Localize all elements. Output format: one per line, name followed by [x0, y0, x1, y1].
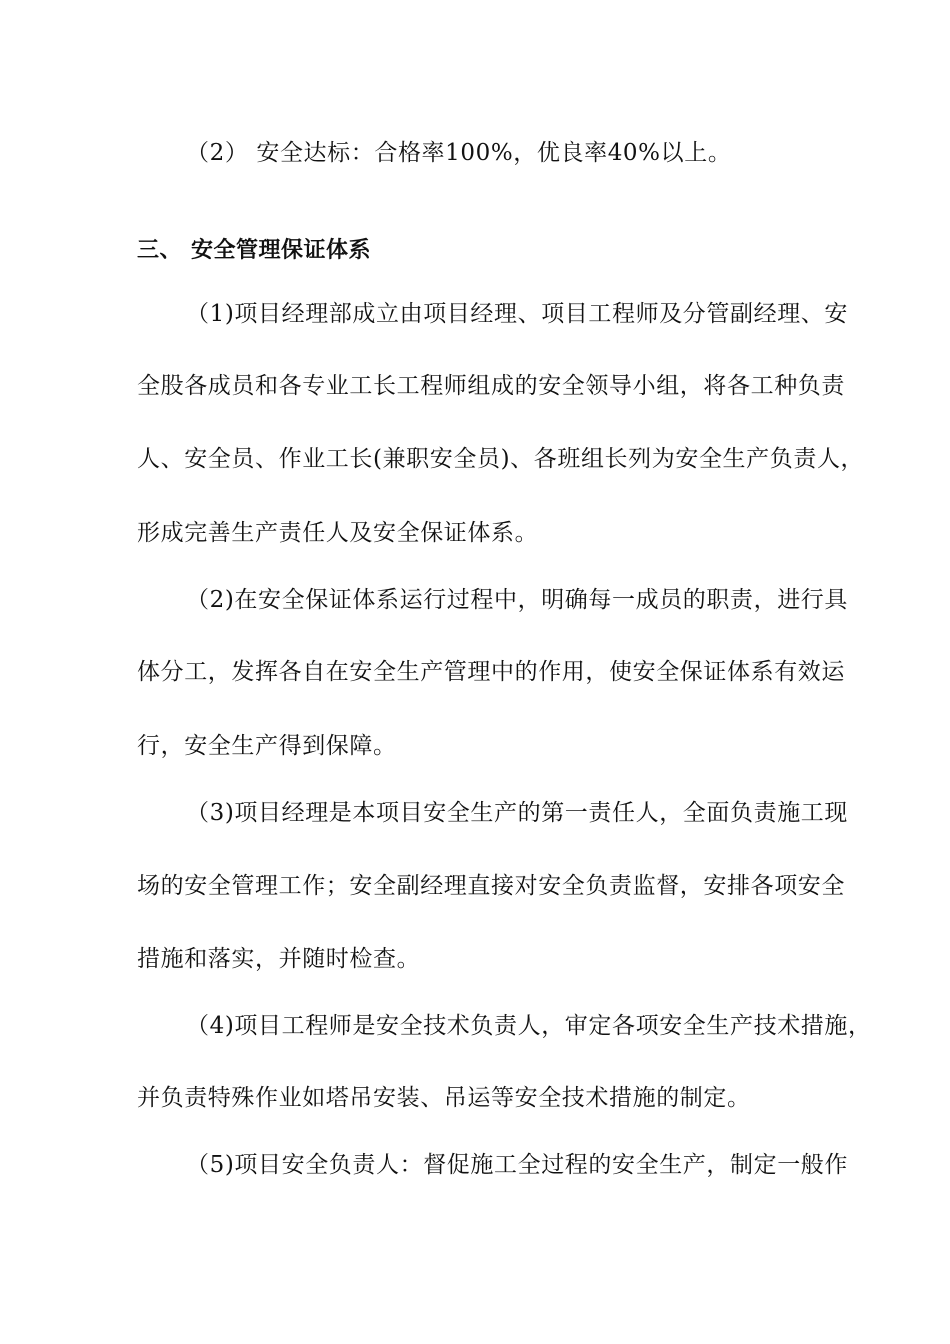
- item-2-safety-standard: （2） 安全达标：合格率100%，优良率40%以上。: [186, 140, 732, 166]
- paragraph-line: 措施和落实，并随时检查。: [137, 946, 421, 972]
- paragraph-line: 并负责特殊作业如塔吊安装、吊运等安全技术措施的制定。: [137, 1085, 751, 1111]
- section-3-heading: [137, 236, 371, 266]
- paragraph-line: （3)项目经理是本项目安全生产的第一责任人，全面负责施工现: [186, 800, 849, 826]
- paragraph-line: 形成完善生产责任人及安全保证体系。: [137, 520, 539, 546]
- section-title: 安全管理保证体系: [191, 238, 372, 263]
- paragraph-line: （1)项目经理部成立由项目经理、项目工程师及分管副经理、安: [186, 301, 849, 327]
- paragraph-line: 场的安全管理工作；安全副经理直接对安全负责监督，安排各项安全: [137, 873, 845, 899]
- section-number: 三、: [137, 238, 183, 263]
- paragraph-line: （4)项目工程师是安全技术负责人，审定各项安全生产技术措施，: [186, 1013, 872, 1039]
- paragraph-line: （2)在安全保证体系运行过程中，明确每一成员的职责，进行具: [186, 587, 849, 613]
- paragraph-line: 人、安全员、作业工长(兼职安全员)、各班组长列为安全生产负责人，: [137, 446, 865, 472]
- paragraph-line: 行，安全生产得到保障。: [137, 733, 397, 759]
- paragraph-line: 体分工，发挥各自在安全生产管理中的作用，使安全保证体系有效运: [137, 659, 845, 685]
- paragraph-line: 全股各成员和各专业工长工程师组成的安全领导小组，将各工种负责: [137, 373, 845, 399]
- paragraph-line: （5)项目安全负责人：督促施工全过程的安全生产，制定一般作: [186, 1152, 849, 1178]
